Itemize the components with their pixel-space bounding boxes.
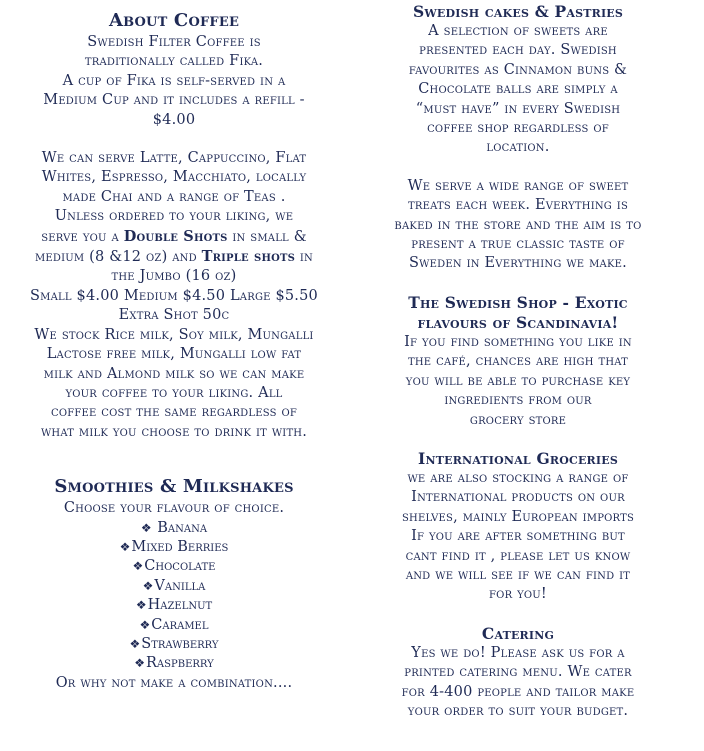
- text-fragment: serve you a: [41, 228, 124, 245]
- diamond-bullet-icon: ❖: [135, 598, 147, 613]
- list-item: [6, 635, 342, 654]
- text-line: A cup of Fika is self-served in a: [62, 72, 286, 89]
- coffee-prices: Small $4.00 Medium $4.50 Large $5.50: [30, 287, 318, 304]
- text-line: and we will see if we can find it: [405, 566, 631, 583]
- text-line: treats each week. Everything is: [408, 197, 628, 214]
- list-item: [6, 538, 342, 557]
- text-line: We serve a wide range of sweet: [407, 177, 629, 194]
- text-line: If you are after something but: [411, 528, 625, 545]
- about-coffee-intro: [6, 33, 342, 130]
- coffee-serve-paragraph: [6, 149, 342, 326]
- text-line: present a true classic taste of: [411, 236, 625, 253]
- groceries-paragraph: [364, 469, 672, 605]
- text-fragment: in: [295, 249, 314, 266]
- about-coffee-heading: About Coffee: [108, 10, 240, 31]
- text-fragment: medium (8 &12 oz) and: [34, 249, 202, 266]
- text-line: cant find it , please let us know: [405, 547, 631, 564]
- text-line: A selection of sweets are: [428, 23, 608, 39]
- flavour-label: Vanilla: [154, 577, 206, 594]
- flavour-label: Raspberry: [146, 655, 214, 672]
- diamond-bullet-icon: ❖: [139, 617, 151, 632]
- diamond-bullet-icon: ❖: [132, 559, 144, 574]
- diamond-bullet-icon: ❖: [142, 578, 154, 593]
- catering-heading: Catering: [481, 623, 555, 643]
- smoothies-intro: Choose your flavour of choice.: [63, 500, 285, 517]
- text-line: for you!: [489, 586, 547, 603]
- list-item: [6, 616, 342, 635]
- flavour-label: Strawberry: [141, 635, 219, 652]
- text-line: Whites, Espresso, Macchiato, locally: [41, 169, 307, 186]
- list-item: [6, 596, 342, 615]
- flavour-list: [6, 519, 342, 674]
- text-line: presented each day. Swedish: [419, 42, 617, 59]
- triple-shots-label: Triple shots: [201, 248, 296, 266]
- text-line: We stock Rice milk, Soy milk, Mungalli: [34, 326, 314, 343]
- diamond-bullet-icon: ❖: [134, 656, 146, 671]
- text-line: Yes we do! Please ask us for a: [411, 644, 625, 661]
- list-item: [6, 557, 342, 576]
- catering-paragraph: [364, 644, 672, 722]
- text-line: your coffee to your liking. All: [65, 384, 283, 401]
- text-line: “must have” in every Swedish: [415, 100, 621, 117]
- text-line: what milk you choose to drink it with.: [40, 423, 308, 440]
- text-line: Swedish Filter Coffee is: [87, 34, 261, 50]
- text-line: Chocolate balls are simply a: [418, 81, 618, 98]
- shop-heading-line2: flavours of Scandinavia!: [417, 312, 619, 332]
- flavour-label: Caramel: [151, 616, 209, 633]
- text-line: Medium Cup and it includes a refill -: [43, 92, 305, 109]
- text-line: we are also stocking a range of: [407, 469, 629, 486]
- milk-paragraph: [6, 326, 342, 442]
- groceries-heading: International Groceries: [418, 448, 618, 468]
- text-line: coffee shop regardless of: [427, 120, 609, 137]
- diamond-bullet-icon: ❖: [119, 539, 131, 554]
- text-line: favourites as Cinnamon buns &: [408, 61, 628, 78]
- text-line: milk and Almond milk so we can make: [43, 365, 305, 382]
- flavour-label: Banana: [157, 519, 208, 536]
- list-item: [6, 519, 342, 538]
- text-line: for 4-400 people and tailor make: [401, 683, 635, 700]
- smoothies-heading: Smoothies & Milkshakes: [54, 476, 294, 498]
- text-line: printed catering menu. We cater: [404, 664, 632, 681]
- text-line: traditionally called Fika.: [84, 53, 264, 70]
- cakes-heading: Swedish cakes & Pastries: [412, 2, 624, 21]
- text-line: International products on our: [411, 489, 625, 506]
- text-line: Sweden in Everything we make.: [409, 255, 627, 272]
- text-line: location.: [486, 139, 550, 156]
- text-line: you will be able to purchase key: [405, 372, 631, 389]
- list-item: [6, 654, 342, 673]
- diamond-bullet-icon: ❖: [129, 636, 141, 651]
- diamond-bullet-icon: ❖: [140, 520, 152, 535]
- sweets-paragraph: [364, 177, 672, 274]
- cakes-paragraph: [364, 22, 672, 158]
- text-line: baked in the store and the aim is to: [394, 216, 642, 233]
- text-fragment: in small &: [227, 228, 307, 245]
- text-line: coffee cost the same regardless of: [50, 404, 298, 421]
- list-item: [6, 577, 342, 596]
- text-line: the Jumbo (16 oz): [111, 268, 237, 285]
- right-column: [364, 2, 672, 721]
- smoothies-outro: Or why not make a combination....: [55, 674, 293, 691]
- text-line: made Chai and a range of Teas .: [62, 188, 286, 205]
- text-line: grocery store: [469, 411, 567, 428]
- text-line: Lactose free milk, Mungalli low fat: [46, 346, 302, 363]
- double-shots-label: Double Shots: [123, 227, 228, 245]
- text-line: Unless ordered to your liking, we: [54, 208, 294, 225]
- shop-paragraph: [364, 333, 672, 430]
- flavour-label: Mixed Berries: [131, 538, 229, 555]
- text-line: shelves, mainly European imports: [401, 508, 635, 525]
- text-line: If you find something you like in: [404, 333, 632, 350]
- fika-price: $4.00: [152, 111, 196, 128]
- text-line: [6, 247, 342, 267]
- text-line: We can serve Latte, Cappuccino, Flat: [41, 150, 307, 167]
- text-line: the café, chances are high that: [408, 353, 628, 370]
- text-line: [6, 227, 342, 247]
- text-line: ingredients from our: [444, 392, 592, 409]
- extra-shot-price: Extra Shot 50c: [118, 307, 230, 324]
- flavour-label: Chocolate: [144, 558, 216, 575]
- left-column: [6, 9, 342, 693]
- text-line: your order to suit your budget.: [407, 702, 629, 719]
- flavour-label: Hazelnut: [147, 597, 213, 614]
- shop-heading-line1: The Swedish Shop - Exotic: [408, 292, 628, 312]
